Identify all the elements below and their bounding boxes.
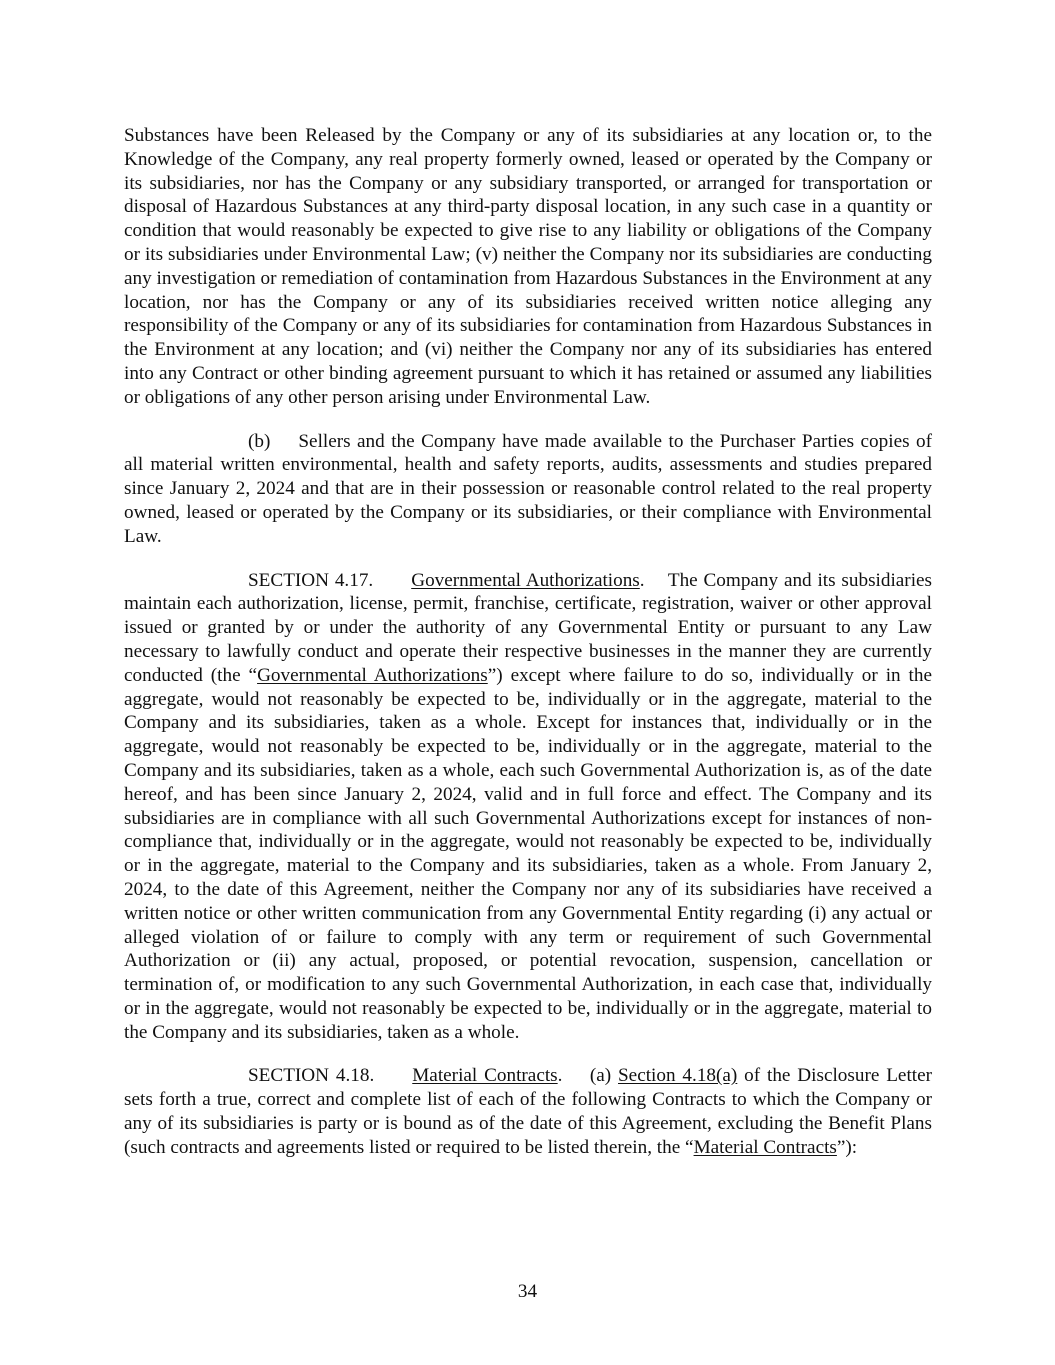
section-text: ”): [836,1136,858,1158]
paragraph-text: Sellers and the Company have made available to the Purchaser Parties copies of all material written environmental, health and safety reports, audits, assessments and studies prepared since January 2, 2024 and that are in their possession or reasonable control related to the real property owned, leased or operated by the Company or its subsidiaries, or their compliance with Environmental Law. [124,430,932,547]
paragraph-environmental-continuation [124,124,932,410]
page-number: 34 [517,1281,538,1302]
heading-period: . [557,1065,563,1087]
heading-period: . [639,569,645,591]
section-number: SECTION 4.18. [248,1065,375,1087]
paragraph-b-environmental-reports [124,430,932,549]
defined-term: Material Contracts [693,1136,837,1158]
section-heading: Material Contracts [412,1065,558,1087]
paragraph-label: (b) [248,430,271,452]
paragraph-text: Substances have been Released by the Company or any of its subsidiaries at any location or, to the Knowledge of the Company, any real property formerly owned, leased or operated by the Company or its subsidiaries, nor has the Company or any subsidiary transported, or arranged for transportation or disposal of Hazardous Substances at any third-party disposal location, in any such case in a quantity or condition that would reasonably be expected to give rise to any liability or obligations of the Company or its subsidiaries under Environmental Law; (v) neither the Company nor its subsidiaries are conducting any investigation or remediation of contamination from Hazardous Substances in the Environment at any location, nor has the Company or any of its subsidiaries received written notice alleging any responsibility of the Company or any of its subsidiaries for contamination from Hazardous Substances in the Environment at any location; and (vi) neither the Company nor any of its subsidiaries has entered into any Contract or other binding agreement pursuant to which it has retained or assumed any liabilities or obligations of any other person arising under Environmental Law. [124,125,932,408]
section-4-17-governmental-authorizations [124,569,932,1045]
sub-label: (a) [589,1065,612,1087]
section-number: SECTION 4.17. [248,569,374,591]
defined-term: Governmental Authorizations [257,664,488,686]
section-4-18-material-contracts [124,1064,932,1159]
section-reference: Section 4.18(a) [618,1065,738,1087]
section-text: The Company and its subsidiaries maintain each authorization, license, permit, franchise, certificate, registration, waiver or other approval issued or granted by or under the authority of any Governmental Entity or pursuant to any Law necessary to lawfully conduct and operate their respective businesses in the manner they are currently conducted (the “ [124,569,933,686]
document-page [124,124,932,1180]
section-heading: Governmental Authorizations [411,569,640,591]
section-text: ”) except where failure to do so, individually or in the aggregate, would not reasonably be expected to be, individually or in the aggregate, material to the Company and its subsidiaries, taken as a whole. Except for instances that, individually or in the aggregate, would not reasonably be expected to be, individually or in the aggregate, material to the Company and its subsidiaries, taken as a whole, each such Governmental Authorization is, as of the date hereof, and has been since January 2, 2024, valid and in full force and effect. The Company and its subsidiaries are in compliance with all such Governmental Authorizations except for instances of non-compliance that, individually or in the aggregate, would not reasonably be expected to be, individually or in the aggregate, material to the Company and its subsidiaries, taken as a whole. From January 2, 2024, to the date of this Agreement, neither the Company nor any of its subsidiaries have received a written notice or other written communication from any Governmental Entity regarding (i) any actual or alleged violation of or failure to comply with any term or requirement of such Governmental Authorization or (ii) any actual, proposed, or potential revocation, suspension, cancellation or termination of, or modification to any such Governmental Authorization, in each case that, individually or in the aggregate, would not reasonably be expected to be, individually or in the aggregate, material to the Company and its subsidiaries, taken as a whole. [124,664,932,1043]
section-text: of the Disclosure Letter sets forth a true, correct and complete list of each of the following Contracts to which the Company or any of its subsidiaries is party or is bound as of the date of this Agreement, excluding the Benefit Plans (such contracts and agreements listed or required to be listed therein, the “ [124,1065,933,1158]
